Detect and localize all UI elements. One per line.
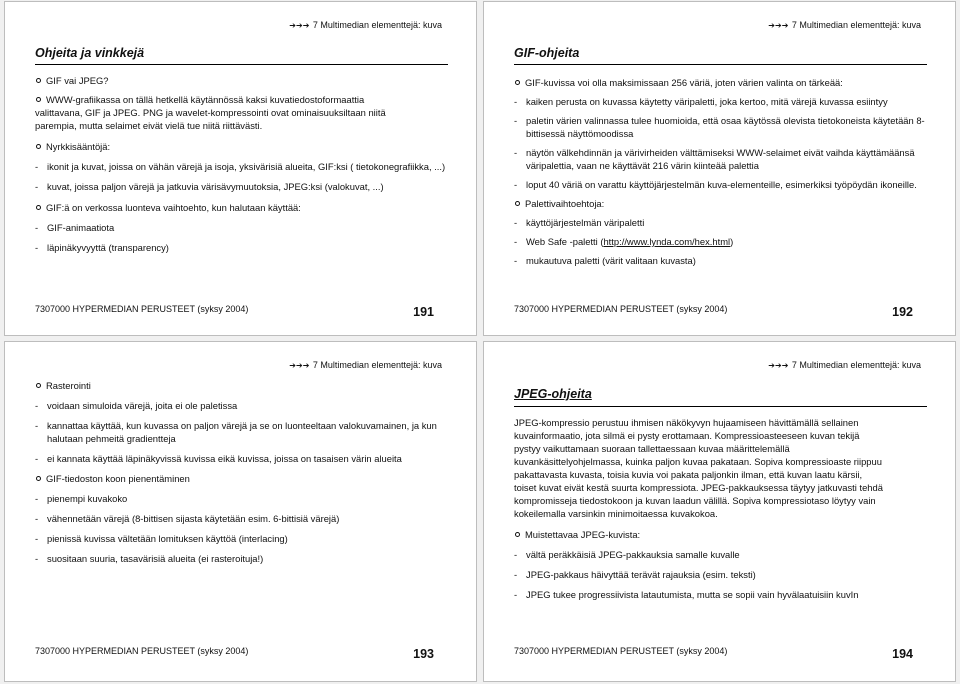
dash-item: - suositaan suuria, tasavärisiä alueita (ei rasteroituja!) — [35, 553, 264, 564]
paragraph-line: toiset kuvat eivät kestä suurta kompressiota. JPEG-pakkauksessa täytyy jatkuvasti tehdä — [514, 482, 883, 493]
bullet-item: GIF:ä on verkossa luonteva vaihtoehto, kun halutaan käyttää: — [35, 201, 446, 214]
arrow-icon: ➔➔➔ — [768, 361, 789, 370]
paragraph-line: kompromisseja tiedostokoon ja kuvan laadun välillä. Sopiva kompressiotaso löytyy vain — [514, 495, 876, 506]
arrow-icon: ➔➔➔ — [768, 21, 789, 30]
dash-item: - läpinäkyvyyttä (transparency) — [35, 242, 169, 253]
bullet-icon — [36, 476, 41, 481]
dash-item: - GIF-animaatiota — [35, 222, 115, 233]
bullet-icon — [36, 78, 41, 83]
slide-193 — [4, 341, 477, 682]
paragraph-line: kuvankäsittelyohjelmassa, kuinka paljon kuvaa pakataan. Sopiva kompressioaste riippuu — [514, 456, 882, 467]
dash-item: - vältä peräkkäisiä JPEG-pakkauksia samalle kuvalle — [514, 549, 740, 560]
slide-footer: 7307000 HYPERMEDIAN PERUSTEET (syksy 2004) — [514, 646, 728, 656]
bullet-item: Nyrkkisääntöjä: — [35, 140, 446, 153]
bullet-item: GIF-tiedoston koon pienentäminen — [35, 472, 446, 485]
paragraph-line: valittavana, GIF ja JPEG. PNG ja wavelet-kompressointi ovat ominaisuuksiltaan niitä — [35, 107, 386, 118]
dash-item: - kaiken perusta on kuvassa käytetty väripaletti, joka kertoo, mitä värejä kuvassa esiintyy — [514, 96, 888, 107]
slide-title: Ohjeita ja vinkkejä — [35, 46, 145, 60]
slide-194 — [483, 341, 956, 682]
dash-item: - kuvat, joissa paljon värejä ja jatkuvia värisävymuutoksia, JPEG:ksi (valokuvat, ...) — [35, 181, 384, 192]
bullet-item: Rasterointi — [35, 379, 446, 392]
bullet-item: WWW-grafiikassa on tällä hetkellä käytännössä kaksi kuvatiedostoformaattia — [35, 93, 446, 106]
bullet-icon — [36, 97, 41, 102]
bullet-item: Palettivaihtoehtoja: — [514, 197, 925, 210]
slide-header: ➔➔➔ 7 Multimedian elementtejä: kuva — [289, 20, 442, 30]
web-safe-palette-link[interactable]: http://www.lynda.com/hex.html — [603, 236, 731, 247]
slide-header: ➔➔➔ 7 Multimedian elementtejä: kuva — [768, 20, 921, 30]
slide-title: JPEG-ohjeita — [514, 387, 592, 401]
slide-body — [35, 379, 446, 565]
paragraph-line: kuvainformaatio, jota silmä ei pysty erottamaan. Kompressioasteeseen kuvan tekijä — [514, 430, 860, 441]
title-rule — [514, 406, 927, 407]
bullet-icon — [36, 383, 41, 388]
bullet-item: Muistettavaa JPEG-kuvista: — [514, 528, 925, 541]
dash-item: - käyttöjärjestelmän väripaletti — [514, 217, 645, 228]
slide-header: ➔➔➔ 7 Multimedian elementtejä: kuva — [768, 360, 921, 370]
paragraph-line: pystyy vaikuttamaan suoraan tallettaessaan kuvaa määrittelemällä — [514, 443, 790, 454]
arrow-icon: ➔➔➔ — [289, 21, 310, 30]
slide-191 — [4, 1, 477, 336]
dash-item: - vähennetään värejä (8-bittisen sijasta käytetään esim. 6-bittisiä värejä) — [35, 513, 340, 524]
paragraph-line: parempia, mutta selaimet eivät vielä tue niitä riittävästi. — [35, 120, 263, 131]
bullet-item: GIF vai JPEG? — [35, 74, 446, 87]
dash-item: - paletin värien valinnassa tulee huomioida, että osaa käytössä olevista tietokoneista käytetään 8-bittisessä näyttömoodissa — [514, 115, 925, 139]
dash-item: - pienissä kuvissa vältetään lomituksen käyttöä (interlacing) — [35, 533, 288, 544]
title-rule — [514, 64, 927, 65]
dash-item: - näytön välkehdinnän ja värivirheiden välttämiseksi WWW-selaimet eivät vaihda käyttämäänsä väripalettia, vaan ne käyttävät 216 värin kiinteää palettia — [514, 147, 915, 171]
slide-header: ➔➔➔ 7 Multimedian elementtejä: kuva — [289, 360, 442, 370]
arrow-icon: ➔➔➔ — [289, 361, 310, 370]
page-number: 193 — [413, 647, 434, 661]
paragraph-line: pakattavasta kuvasta, toisia kuvia voi pakata paljonkin ilman, että kuvan laatu kärsii, — [514, 469, 863, 480]
title-rule — [35, 64, 448, 65]
bullet-icon — [515, 201, 520, 206]
slide-body — [514, 416, 925, 601]
dash-item: - Web Safe -paletti (http://www.lynda.com/hex.html) — [514, 236, 734, 247]
dash-item: - ikonit ja kuvat, joissa on vähän värejä ja isoja, yksivärisiä alueita, GIF:ksi ( tietokonegrafiikka, ...) — [35, 161, 446, 172]
dash-item: - JPEG tukee progressiivista latautumista, mutta se sopii vain hyvälaatuisiin kuvIn — [514, 589, 859, 600]
slide-body — [35, 74, 446, 254]
paragraph-line: kokeilemalla varsinkin minimoitaessa kuvakokoa. — [514, 508, 718, 519]
paragraph-line: JPEG-kompressio perustuu ihmisen näkökyvyn hujaamiseen hävittämällä sellainen — [514, 417, 859, 428]
slide-footer: 7307000 HYPERMEDIAN PERUSTEET (syksy 2004) — [514, 304, 728, 314]
slide-footer: 7307000 HYPERMEDIAN PERUSTEET (syksy 2004) — [35, 646, 249, 656]
page-number: 194 — [892, 647, 913, 661]
bullet-icon — [515, 532, 520, 537]
page-number: 192 — [892, 305, 913, 319]
dash-item: - loput 40 väriä on varattu käyttöjärjestelmän kuva-elementeille, esimerkiksi työpöydän ikoneille. — [514, 179, 917, 190]
page-number: 191 — [413, 305, 434, 319]
bullet-icon — [515, 80, 520, 85]
dash-item: - mukautuva paletti (värit valitaan kuvasta) — [514, 255, 696, 266]
dash-item: - ei kannata käyttää läpinäkyvissä kuvissa eikä kuvissa, joissa on tasaisen värin alueita — [35, 453, 402, 464]
slide-title: GIF-ohjeita — [514, 46, 580, 60]
dash-item: - pienempi kuvakoko — [35, 493, 128, 504]
dash-item: - kannattaa käyttää, kun kuvassa on paljon värejä ja se on luonteeltaan valokuvamainen, ja kun halutaan pehmeitä gradientteja — [35, 420, 437, 444]
slide-footer: 7307000 HYPERMEDIAN PERUSTEET (syksy 2004) — [35, 304, 249, 314]
bullet-icon — [36, 205, 41, 210]
bullet-item: GIF-kuvissa voi olla maksimissaan 256 väriä, joten värien valinta on tärkeää: — [514, 76, 925, 89]
dash-item: - JPEG-pakkaus häivyttää terävät rajauksia (esim. teksti) — [514, 569, 756, 580]
bullet-icon — [36, 144, 41, 149]
slide-192 — [483, 1, 956, 336]
dash-item: - voidaan simuloida värejä, joita ei ole paletissa — [35, 400, 238, 411]
slide-body — [514, 76, 925, 267]
